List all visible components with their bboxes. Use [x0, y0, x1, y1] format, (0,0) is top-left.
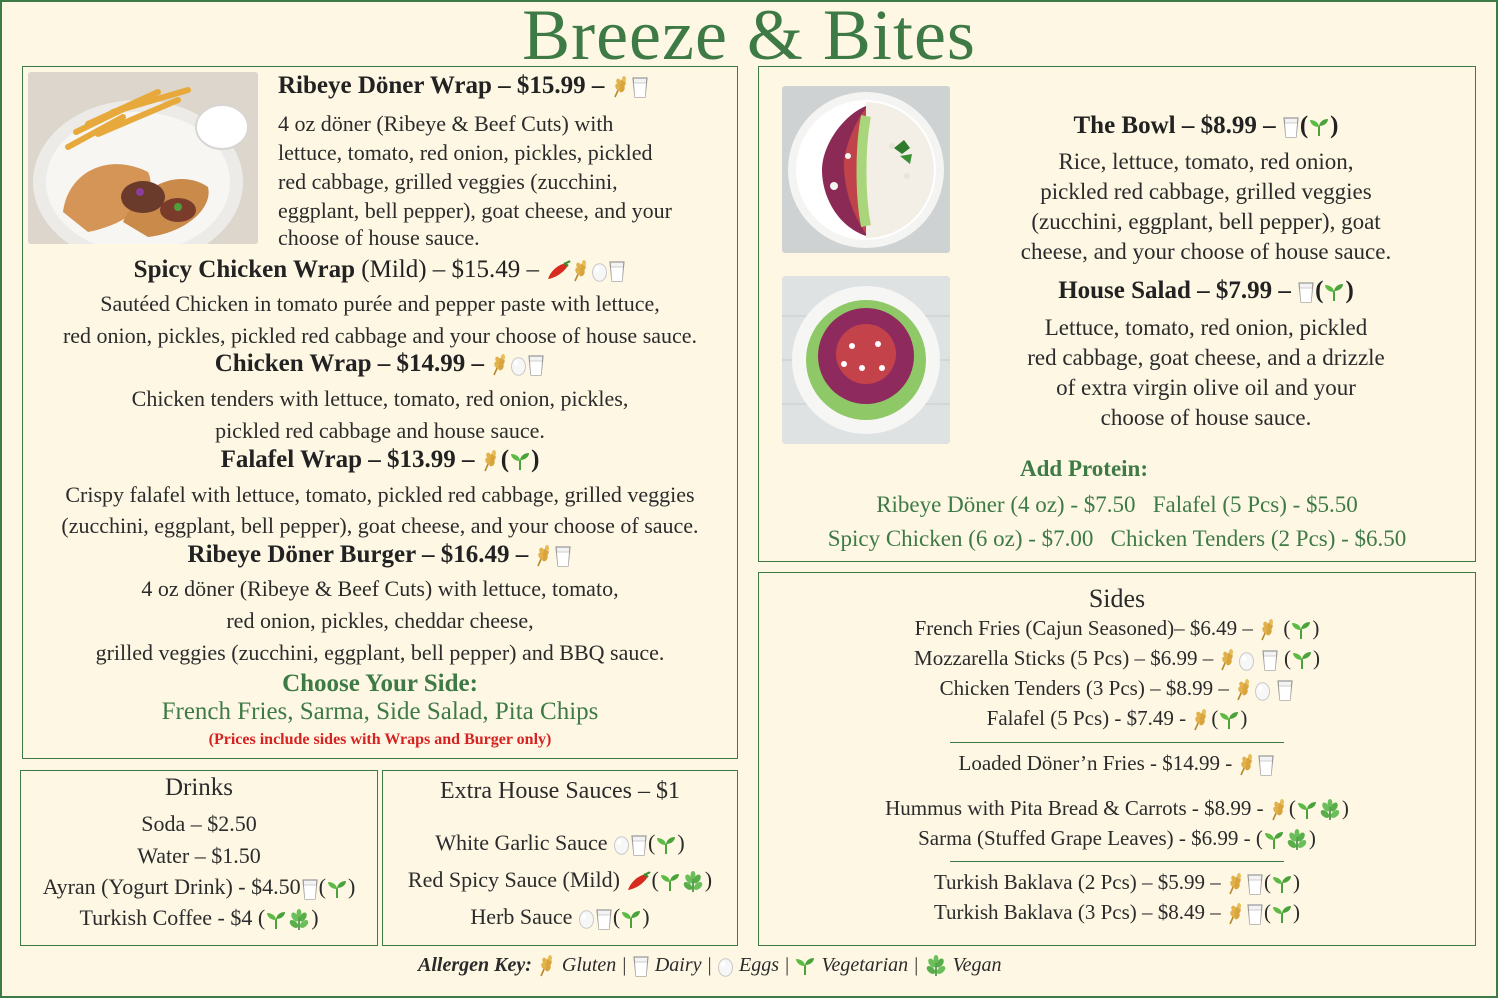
- add-protein-title: Add Protein:: [1020, 456, 1148, 481]
- wheat-icon: [1218, 649, 1238, 671]
- drink-soda: Soda – $2.50: [141, 811, 257, 836]
- house-salad-desc-4: choose of house sauce.: [1100, 405, 1312, 430]
- side-baklava-2: Turkish Baklava (2 Pcs) – $5.99 – ( ): [933, 870, 1301, 894]
- seedling-icon: [620, 909, 642, 929]
- falafel-wrap-desc-1: Crispy falafel with lettuce, tomato, pickled red cabbage, grilled veggies: [65, 482, 695, 507]
- herb-icon: [287, 909, 311, 931]
- allergen-key-label: Allergen Key:: [418, 954, 532, 976]
- wheat-icon: [1269, 799, 1289, 821]
- milk-glass-icon: [1246, 873, 1264, 895]
- milk-glass-icon: [1257, 754, 1275, 776]
- wheat-icon: [611, 76, 631, 98]
- sauce-white-garlic: White Garlic Sauce ( ): [435, 830, 685, 855]
- side-falafel: Falafel (5 Pcs) - $7.49 - ( ): [986, 706, 1248, 730]
- drink-water: Water – $1.50: [137, 843, 261, 868]
- chili-pepper-icon: [545, 260, 571, 282]
- egg-icon: [578, 908, 595, 929]
- allergen-eggs: Eggs |: [738, 954, 790, 976]
- milk-glass-icon: [595, 908, 613, 930]
- drinks-title: Drinks: [164, 774, 234, 801]
- seedling-icon: [659, 872, 681, 892]
- drink-ayran: Ayran (Yogurt Drink) - $4.50 ( ): [42, 874, 356, 899]
- side-fries: French Fries (Cajun Seasoned)– $6.49 – ( ): [914, 616, 1320, 640]
- egg-icon: [1238, 650, 1255, 671]
- seedling-icon: [1290, 620, 1312, 640]
- bowl-photo: [782, 86, 950, 253]
- chicken-wrap-desc-2: pickled red cabbage and house sauce.: [215, 418, 545, 443]
- wheat-icon: [490, 354, 510, 376]
- side-chicken-tenders: Chicken Tenders (3 Pcs) – $8.99 –: [758, 676, 1476, 701]
- egg-icon: [591, 261, 608, 282]
- allergen-dairy: Dairy |: [654, 954, 712, 976]
- side-loaded-fries: Loaded Döner’n Fries - $14.99 -: [758, 751, 1476, 776]
- restaurant-name: Breeze & Bites: [522, 0, 976, 75]
- seedling-icon: [1291, 650, 1313, 670]
- ribeye-wrap-desc-5: choose of house sauce.: [278, 225, 480, 250]
- wheat-icon: [1191, 709, 1211, 731]
- the-bowl-desc-4: cheese, and your choose of house sauce.: [1020, 239, 1392, 264]
- spicy-chicken-wrap-title: Spicy Chicken Wrap (Mild) – $15.49 –: [22, 256, 738, 284]
- wheat-icon: [1226, 873, 1246, 895]
- choose-side-options: French Fries, Sarma, Side Salad, Pita Chips: [161, 698, 599, 725]
- house-salad-desc-1: Lettuce, tomato, red onion, pickled: [1044, 315, 1368, 340]
- seedling-icon: [1296, 800, 1318, 820]
- egg-icon: [613, 834, 630, 855]
- milk-glass-icon: [301, 878, 319, 900]
- milk-glass-icon: [1297, 281, 1315, 303]
- falafel-wrap-title: Falafel Wrap – $13.99 – ( ): [220, 446, 540, 473]
- the-bowl-title: The Bowl – $8.99 – ( ): [1073, 112, 1339, 139]
- allergen-vegetarian: Vegetarian |: [821, 954, 919, 976]
- house-salad-desc-3: of extra virgin olive oil and your: [1056, 375, 1356, 400]
- milk-glass-icon: [1282, 116, 1300, 138]
- seedling-icon: [326, 879, 348, 899]
- ribeye-wrap-title: Ribeye Döner Wrap – $15.99 –: [278, 72, 649, 100]
- house-salad-desc-2: red cabbage, goat cheese, and a drizzle: [1027, 345, 1385, 370]
- ribeye-wrap-desc-2: lettuce, tomato, red onion, pickles, pickled: [278, 140, 653, 165]
- wheat-icon: [534, 545, 554, 567]
- ribeye-burger-desc-1: 4 oz döner (Ribeye & Beef Cuts) with lettuce, tomato,: [141, 576, 619, 601]
- seedling-icon: [655, 835, 677, 855]
- the-bowl-desc-2: pickled red cabbage, grilled veggies: [1040, 179, 1372, 204]
- wheat-icon: [537, 955, 557, 977]
- allergen-key: [418, 954, 1002, 977]
- sauces-title: Extra House Sauces – $1: [440, 778, 680, 804]
- protein-line-1: Ribeye Döner (4 oz) - $7.50 Falafel (5 Pcs) - $5.50: [876, 492, 1358, 517]
- side-mozzarella: Mozzarella Sticks (5 Pcs) – $6.99 – ( ): [914, 646, 1320, 670]
- herb-icon: [924, 955, 948, 977]
- milk-glass-icon: [1246, 903, 1264, 925]
- milk-glass-icon: [630, 834, 648, 856]
- drink-coffee: Turkish Coffee - $4 ( ): [79, 905, 319, 930]
- ribeye-wrap-desc-1: 4 oz döner (Ribeye & Beef Cuts) with: [278, 111, 614, 136]
- seedling-icon: [1271, 904, 1293, 924]
- wheat-icon: [1234, 679, 1254, 701]
- sides-divider-1: [950, 742, 1284, 743]
- wheat-icon: [481, 450, 501, 472]
- herb-icon: [1318, 799, 1342, 821]
- protein-line-2: Spicy Chicken (6 oz) - $7.00 Chicken Tenders (2 Pcs) - $6.50: [827, 526, 1407, 551]
- spicy-chicken-wrap-desc-2: red onion, pickles, pickled red cabbage and your choose of house sauce.: [62, 323, 698, 348]
- seedling-icon: [1308, 117, 1330, 137]
- falafel-wrap-desc-2: (zucchini, eggplant, bell pepper), goat cheese, and your choose of sauce.: [61, 513, 699, 538]
- seedling-icon: [509, 451, 531, 471]
- allergen-vegan: Vegan: [952, 954, 1002, 976]
- milk-glass-icon: [527, 354, 545, 376]
- wheat-icon: [1226, 903, 1246, 925]
- sides-note: (Prices include sides with Wraps and Burger only): [208, 731, 552, 748]
- side-sarma: Sarma (Stuffed Grape Leaves) - $6.99 - ( ): [918, 826, 1316, 850]
- ribeye-wrap-photo: [28, 72, 258, 244]
- egg-icon: [717, 956, 734, 977]
- wheat-icon: [1258, 619, 1278, 641]
- allergen-gluten: Gluten |: [561, 954, 627, 976]
- wheat-icon: [1237, 754, 1257, 776]
- chicken-wrap-title: Chicken Wrap – $14.99 –: [22, 350, 738, 378]
- milk-glass-icon: [1276, 679, 1294, 701]
- wheat-icon: [571, 260, 591, 282]
- side-hummus: Hummus with Pita Bread & Carrots - $8.99 - ( ): [885, 796, 1349, 820]
- egg-icon: [510, 355, 527, 376]
- seedling-icon: [1323, 282, 1345, 302]
- herb-icon: [681, 871, 705, 893]
- ribeye-burger-desc-2: red onion, pickles, cheddar cheese,: [226, 608, 534, 633]
- sides-divider-2: [950, 861, 1284, 862]
- spicy-chicken-wrap-desc-1: Sautéed Chicken in tomato purée and pepper paste with lettuce,: [100, 291, 660, 316]
- sides-title: Sides: [1088, 584, 1146, 613]
- the-bowl-desc-3: (zucchini, eggplant, bell pepper), goat: [1031, 209, 1381, 234]
- milk-glass-icon: [1261, 649, 1279, 671]
- milk-glass-icon: [632, 955, 650, 977]
- chicken-wrap-desc-1: Chicken tenders with lettuce, tomato, red onion, pickles,: [131, 386, 629, 411]
- seedling-icon: [1263, 830, 1285, 850]
- house-salad-title: House Salad – $7.99 – ( ): [1058, 277, 1354, 304]
- ribeye-burger-title: Ribeye Döner Burger – $16.49 –: [22, 541, 738, 569]
- seedling-icon: [265, 910, 287, 930]
- the-bowl-desc-1: Rice, lettuce, tomato, red onion,: [1058, 149, 1354, 174]
- milk-glass-icon: [554, 545, 572, 567]
- milk-glass-icon: [608, 260, 626, 282]
- seedling-icon: [1271, 874, 1293, 894]
- herb-icon: [1285, 829, 1309, 851]
- side-baklava-3: Turkish Baklava (3 Pcs) – $8.49 – ( ): [933, 900, 1301, 924]
- seedling-icon: [794, 956, 816, 976]
- ribeye-wrap-desc-4: eggplant, bell pepper), goat cheese, and your: [278, 198, 673, 223]
- salad-photo: [782, 276, 950, 444]
- ribeye-wrap-desc-3: red cabbage, grilled veggies (zucchini,: [278, 169, 618, 194]
- seedling-icon: [1218, 710, 1240, 730]
- milk-glass-icon: [631, 76, 649, 98]
- ribeye-burger-desc-3: grilled veggies (zucchini, eggplant, bell pepper) and BBQ sauce.: [95, 640, 665, 665]
- sauce-herb: Herb Sauce ( ): [470, 904, 650, 929]
- choose-side-title: Choose Your Side:: [282, 670, 478, 697]
- sauce-red-spicy: Red Spicy Sauce (Mild) ( ): [407, 867, 713, 892]
- chili-pepper-icon: [625, 871, 651, 893]
- egg-icon: [1254, 680, 1271, 701]
